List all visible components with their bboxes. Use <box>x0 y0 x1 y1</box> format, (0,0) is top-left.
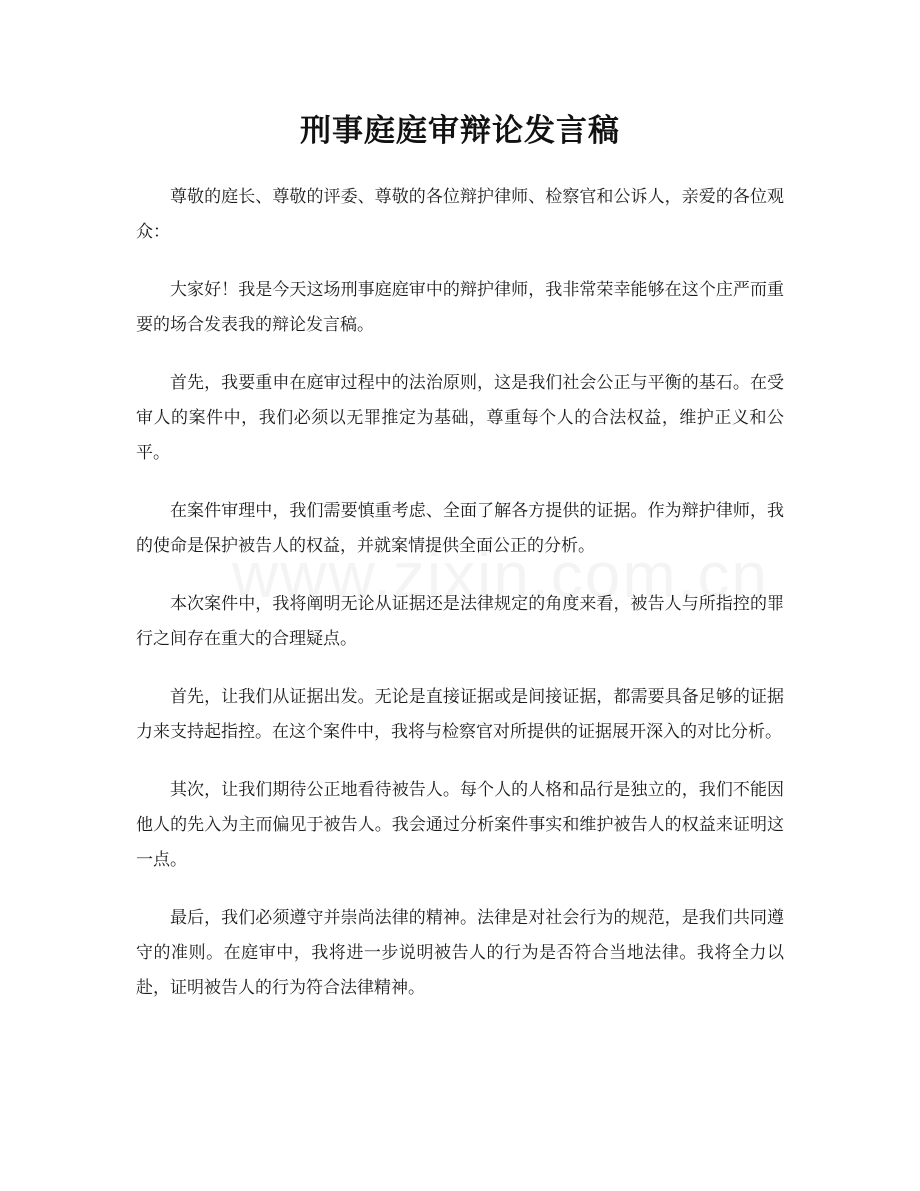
paragraph-salutation: 尊敬的庭长、尊敬的评委、尊敬的各位辩护律师、检察官和公诉人，亲爱的各位观众： <box>136 187 784 242</box>
paragraph-spirit-of-law: 最后，我们必须遵守并崇尚法律的精神。法律是对社会行为的规范，是我们共同遵守的准则。在庭审中，我将进一步说明被告人的行为是否符合当地法律。我将全力以赴，证明被告人的行为符合法律精神。 <box>136 908 784 998</box>
paragraph-evidence-review: 在案件审理中，我们需要慎重考虑、全面了解各方提供的证据。作为辩护律师，我的使命是保护被告人的权益，并就案情提供全面公正的分析。 <box>136 501 784 556</box>
page-title: 刑事庭庭审辩论发言稿 <box>300 113 620 149</box>
paragraph-reasonable-doubt: 本次案件中，我将阐明无论从证据还是法律规定的角度来看，被告人与所指控的罪行之间存在重大的合理疑点。 <box>136 594 784 649</box>
paragraph-evidence-analysis: 首先，让我们从证据出发。无论是直接证据或是间接证据，都需要具备足够的证据力来支持起指控。在这个案件中，我将与检察官对所提供的证据展开深入的对比分析。 <box>136 687 784 742</box>
paragraph-fair-view: 其次，让我们期待公正地看待被告人。每个人的人格和品行是独立的，我们不能因他人的先入为主而偏见于被告人。我会通过分析案件事实和维护被告人的权益来证明这一点。 <box>136 780 784 870</box>
document-body <box>136 180 784 1029</box>
paragraph-greeting: 大家好！我是今天这场刑事庭庭审中的辩护律师，我非常荣幸能够在这个庄严而重要的场合发表我的辩论发言稿。 <box>136 280 784 335</box>
paragraph-rule-of-law: 首先，我要重申在庭审过程中的法治原则，这是我们社会公正与平衡的基石。在受审人的案件中，我们必须以无罪推定为基础，尊重每个人的合法权益，维护正义和公平。 <box>136 373 784 463</box>
